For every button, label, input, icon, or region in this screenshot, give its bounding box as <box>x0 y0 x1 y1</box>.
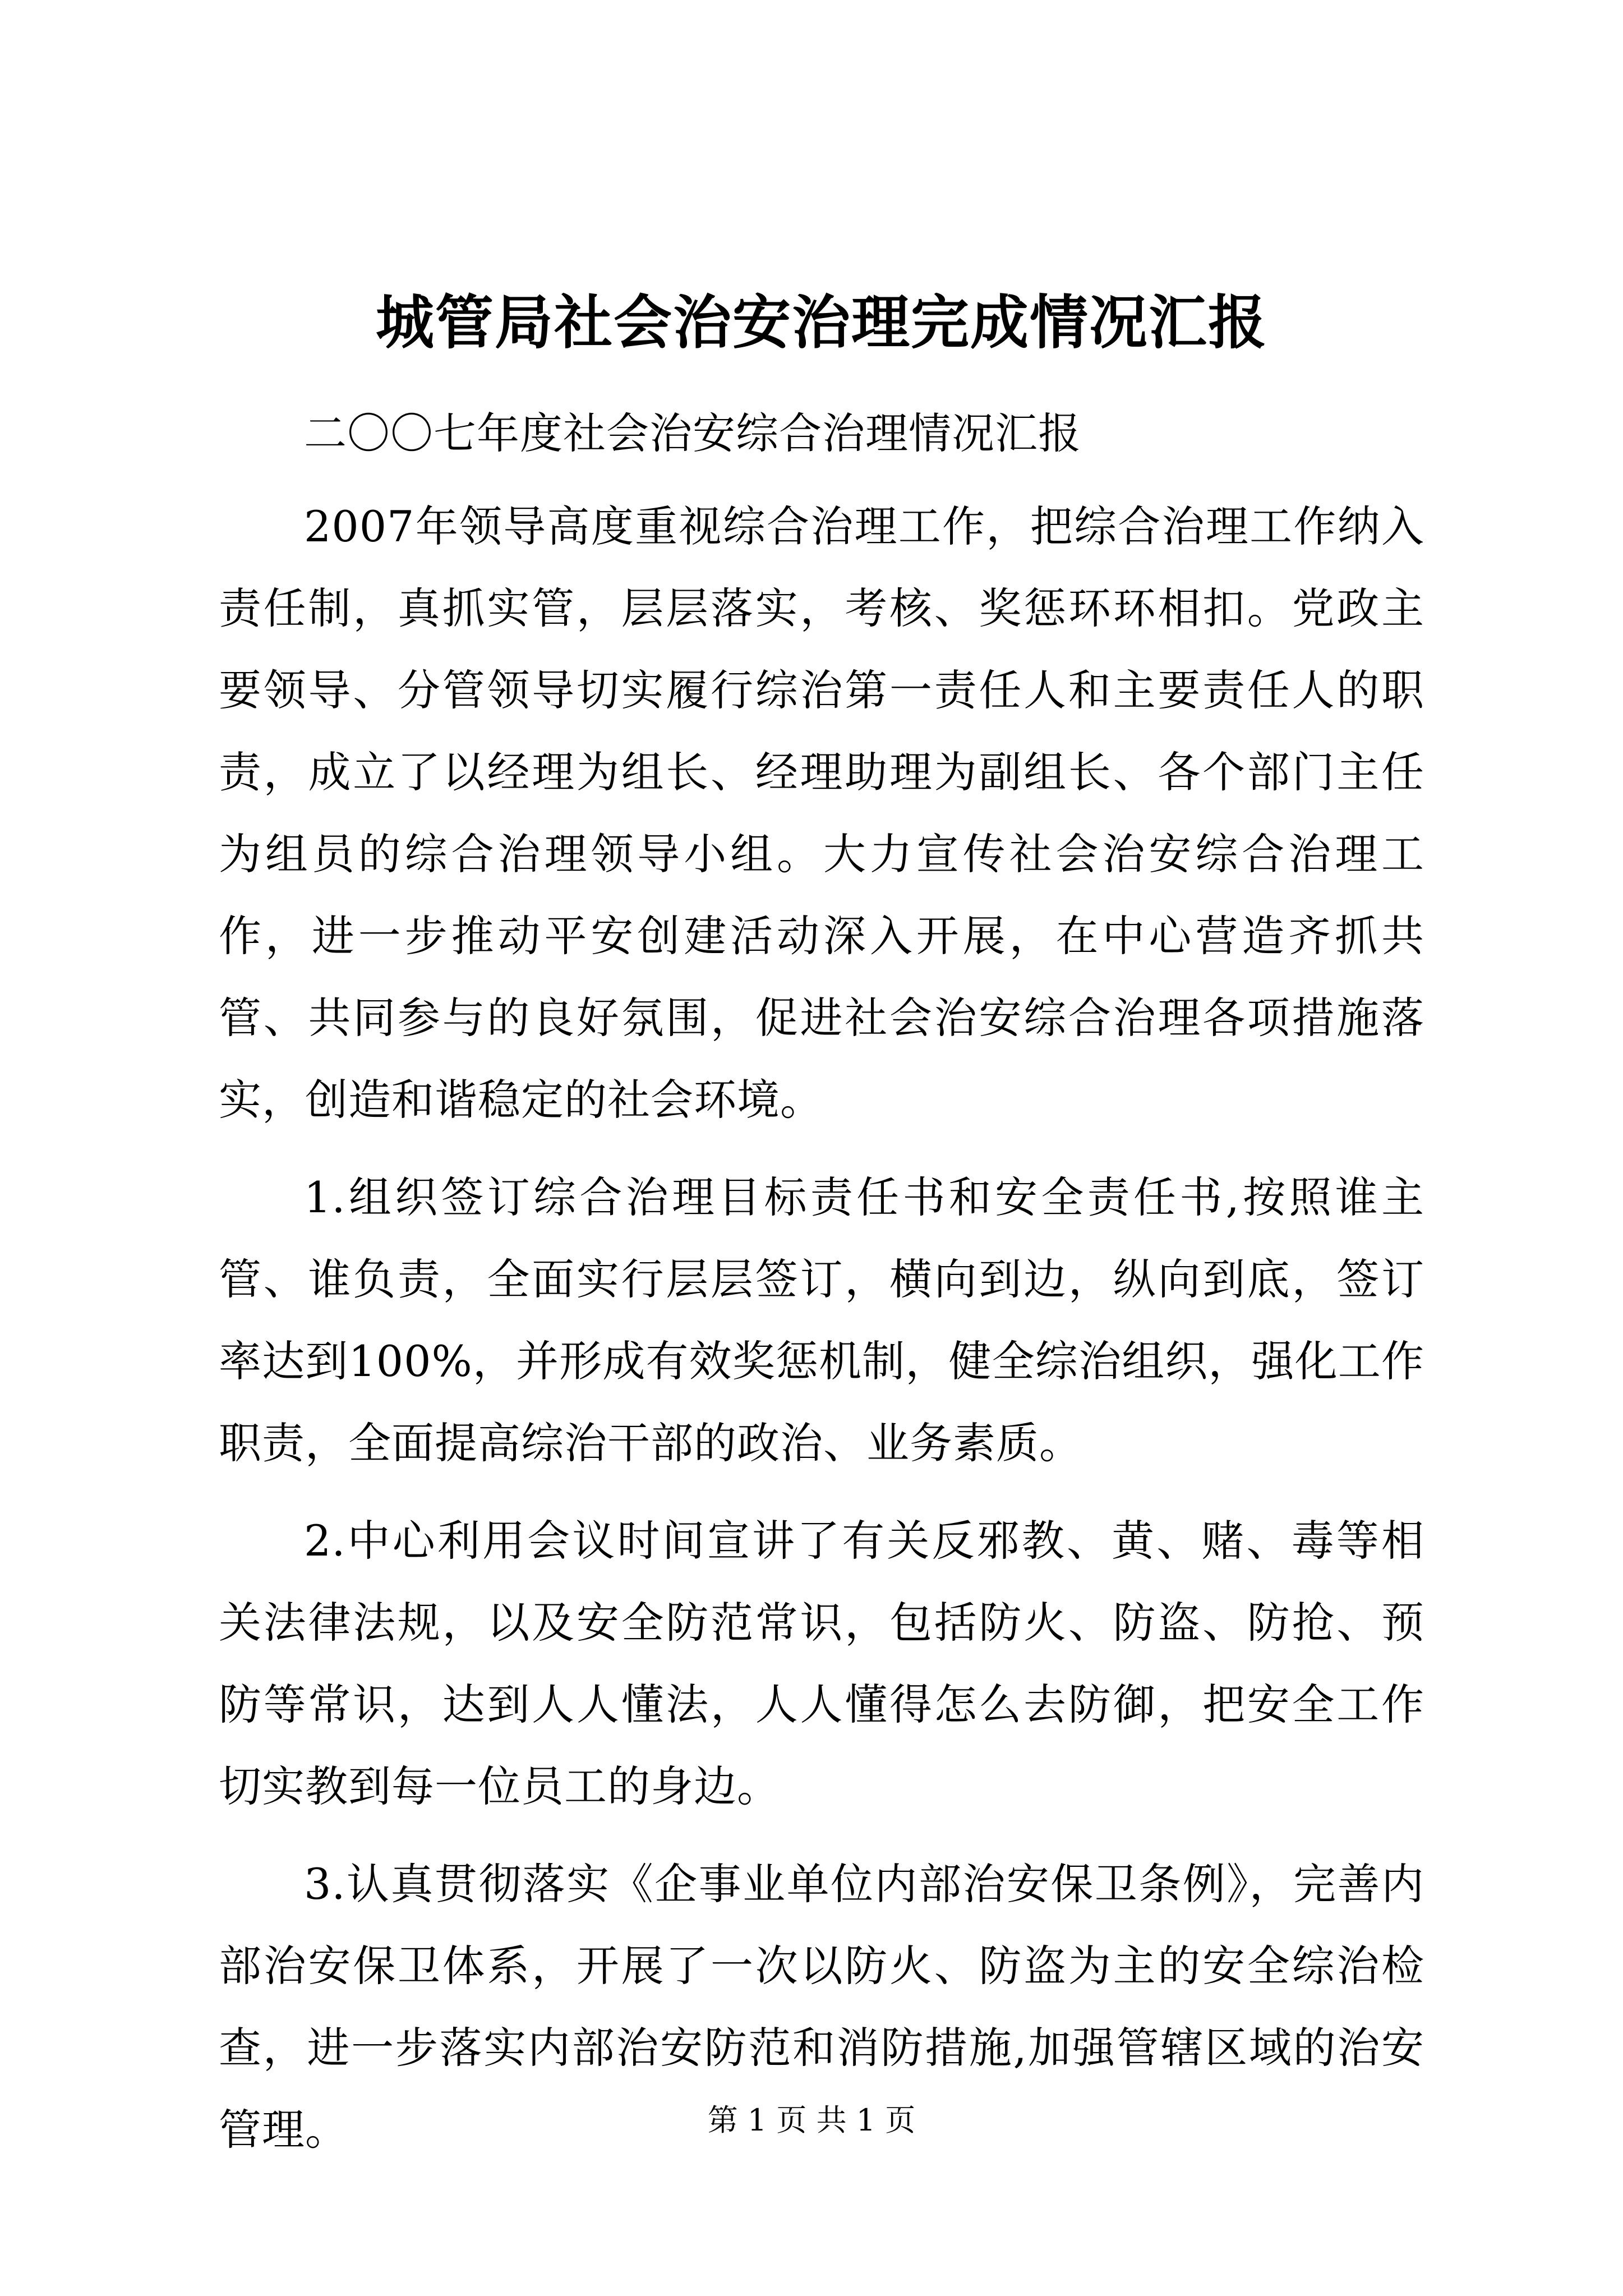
document-subtitle: 二〇〇七年度社会治安综合治理情况汇报 <box>304 408 1081 458</box>
document-title: 城管局社会治安治理完成情况汇报 <box>375 288 1267 357</box>
paragraph-intro: 2007年领导高度重视综合治理工作，把综合治理工作纳入责任制，真抓实管，层层落实，考核、奖惩环环相扣。党政主要领导、分管领导切实履行综治第一责任人和主要责任人的职责，成立了以经理为组长、经理助理为副组长、各个部门主任为组员的综合治理领导小组。大力宣传社会治安综合治理工作，进一步推动平安创建活动深入开展，在中心营造齐抓共管、共同参与的良好氛围，促进社会治安综合治理各项措施落实，创造和谐稳定的社会环境。 <box>219 501 1424 1125</box>
document-body <box>219 280 1424 2187</box>
paragraph-item-3: 3.认真贯彻落实《企事业单位内部治安保卫条例》，完善内部治安保卫体系，开展了一次以防火、防盗为主的安全综治检查，进一步落实内部治安防范和消防措施,加强管辖区域的治安管理。 <box>219 1859 1424 2155</box>
paragraph-item-1: 1.组织签订综合治理目标责任书和安全责任书,按照谁主管、谁负责，全面实行层层签订，横向到边，纵向到底，签订率达到100%，并形成有效奖惩机制，健全综治组织，强化工作职责，全面提高综治干部的政治、业务素质。 <box>219 1172 1424 1468</box>
paragraph-item-2: 2.中心利用会议时间宣讲了有关反邪教、黄、赌、毒等相关法律法规，以及安全防范常识，包括防火、防盗、防抢、预防等常识，达到人人懂法，人人懂得怎么去防御，把安全工作切实教到每一位员工的身边。 <box>219 1516 1424 1811</box>
page-number-footer: 第 1 页 共 1 页 <box>707 2102 916 2138</box>
